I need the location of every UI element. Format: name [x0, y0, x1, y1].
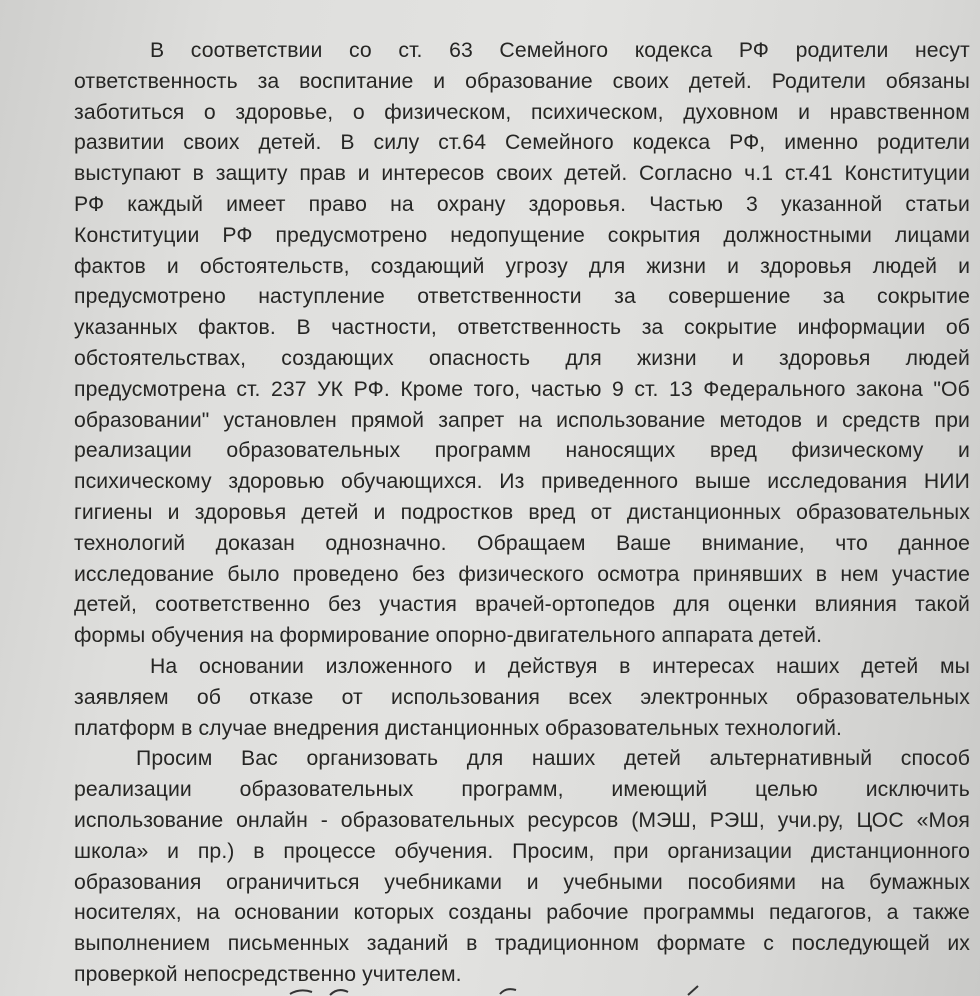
- text-line: платформ в случае внедрения дистанционных образовательных технологий.: [74, 716, 843, 740]
- text-line: носителях, на основании которых созданы рабочие программы педагогов, а также: [74, 901, 970, 925]
- text-line: выполнением письменных заданий в традиционном формате с последующей их: [74, 932, 970, 956]
- paragraph: [74, 652, 970, 744]
- text-line: указанных фактов. В частности, ответственность за сокрытие информации об: [74, 316, 970, 340]
- text-line: В соответствии со ст. 63 Семейного кодекса РФ родители несут: [150, 39, 970, 62]
- text-line: реализации образовательных программ, имеющий целью исключить: [74, 778, 970, 802]
- text-line: психическому здоровью обучающихся. Из приведенного выше исследования НИИ: [74, 470, 970, 494]
- text-line: заявляем об отказе от использования всех электронных образовательных: [74, 685, 970, 709]
- text-line: ответственность за воспитание и образование своих детей. Родители обязаны: [74, 69, 970, 93]
- text-line: исследование было проведено без физического осмотра принявших в нем участие: [74, 562, 970, 586]
- text-line: Конституции РФ предусмотрено недопущение сокрытия должностными лицами: [74, 223, 970, 247]
- text-line: реализации образовательных программ наносящих вред физическому и: [74, 439, 970, 463]
- handwritten-marks: [270, 982, 710, 996]
- text-line: РФ каждый имеет право на охрану здоровья. Частью 3 указанной статьи: [74, 192, 970, 216]
- document-body: [74, 36, 970, 991]
- text-line: развитии своих детей. В силу ст.64 Семейного кодекса РФ, именно родители: [74, 131, 970, 155]
- text-line: Просим Вас организовать для наших детей альтернативный способ: [136, 747, 970, 771]
- text-line: предусмотрена ст. 237 УК РФ. Кроме того, частью 9 ст. 13 Федерального закона "Об: [74, 377, 970, 401]
- text-line: школа» и пр.) в процессе обучения. Просим, при организации дистанционного: [74, 839, 970, 863]
- text-line: детей, соответственно без участия врачей-ортопедов для оценки влияния такой: [74, 593, 970, 617]
- text-line: фактов и обстоятельств, создающий угрозу для жизни и здоровья людей и: [74, 254, 970, 278]
- text-line: обстоятельствах, создающих опасность для жизни и здоровья людей: [74, 346, 970, 370]
- text-line: технологий доказан однозначно. Обращаем Ваше внимание, что данное: [74, 531, 970, 555]
- text-line: предусмотрено наступление ответственности за совершение за сокрытие: [74, 285, 970, 309]
- text-line: образования ограничиться учебниками и учебными пособиями на бумажных: [74, 870, 970, 894]
- text-line: выступают в защиту прав и интересов своих детей. Согласно ч.1 ст.41 Конституции: [74, 162, 970, 186]
- paragraph: [74, 744, 970, 990]
- text-line: формы обучения на формирование опорно-двигательного аппарата детей.: [74, 624, 823, 648]
- paragraph: [74, 36, 970, 652]
- text-line: проверкой непосредственно учителем.: [74, 962, 462, 986]
- text-line: На основании изложенного и действуя в интересах наших детей мы: [150, 654, 970, 678]
- text-line: заботиться о здоровье, о физическом, психическом, духовном и нравственном: [74, 100, 970, 124]
- text-line: гигиены и здоровья детей и подростков вред от дистанционных образовательных: [74, 500, 970, 524]
- text-line: использование онлайн - образовательных ресурсов (МЭШ, РЭШ, учи.ру, ЦОС «Моя: [74, 808, 970, 832]
- text-line: образовании" установлен прямой запрет на использование методов и средств при: [74, 408, 970, 432]
